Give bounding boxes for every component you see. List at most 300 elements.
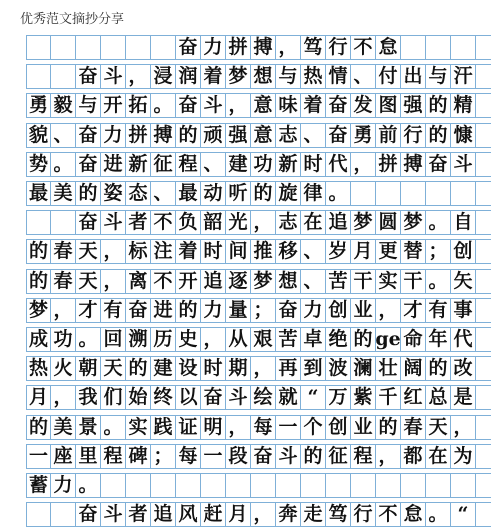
grid-cell: 功 xyxy=(251,153,276,176)
grid-cell xyxy=(101,36,126,59)
grid-cell: 勇 xyxy=(351,124,376,147)
grid-cell: 拼 xyxy=(126,124,151,147)
grid-cell: 的 xyxy=(301,445,326,468)
grid-cell: 、 xyxy=(301,240,326,263)
grid-cell: 奋 xyxy=(426,153,451,176)
grid-cell: 不 xyxy=(351,36,376,59)
grid-cell: 苦 xyxy=(276,328,301,351)
grid-cell: 月 xyxy=(226,503,251,526)
grid-cell: 动 xyxy=(201,182,226,205)
grid-cell xyxy=(351,474,376,497)
grid-cell: 圆 xyxy=(376,211,401,234)
grid-cell: 天 xyxy=(101,357,126,380)
grid-cell: 前 xyxy=(376,124,401,147)
grid-row xyxy=(26,181,491,206)
grid-cell xyxy=(51,211,76,234)
grid-cell xyxy=(351,182,376,205)
grid-cell: 的 xyxy=(126,357,151,380)
grid-cell: 追 xyxy=(201,270,226,293)
grid-cell: 业 xyxy=(351,416,376,439)
grid-cell: 与 xyxy=(76,94,101,117)
grid-cell: 更 xyxy=(376,240,401,263)
grid-cell: 卓 xyxy=(301,328,326,351)
grid-cell: 润 xyxy=(176,65,201,88)
grid-cell: 斗 xyxy=(101,65,126,88)
grid-cell: 离 xyxy=(126,270,151,293)
grid-cell: 的 xyxy=(251,182,276,205)
grid-cell: 移 xyxy=(276,240,301,263)
grid-cell: ； xyxy=(251,299,276,322)
grid-cell xyxy=(51,36,76,59)
grid-cell: 笃 xyxy=(301,36,326,59)
grid-cell: 奋 xyxy=(251,445,276,468)
grid-cell: 年 xyxy=(426,328,451,351)
grid-row xyxy=(26,93,491,118)
grid-cell: 斗 xyxy=(276,445,301,468)
grid-cell xyxy=(426,474,451,497)
grid-cell: 建 xyxy=(226,153,251,176)
grid-cell: 苦 xyxy=(326,270,351,293)
grid-cell xyxy=(76,36,101,59)
page-header: 优秀范文摘抄分享 xyxy=(20,12,125,27)
grid-cell xyxy=(401,474,426,497)
grid-cell: 者 xyxy=(126,211,151,234)
grid-cell: 代 xyxy=(326,153,351,176)
grid-cell: 绝 xyxy=(326,328,351,351)
grid-cell: 。 xyxy=(101,416,126,439)
grid-cell: ， xyxy=(101,270,126,293)
grid-cell: 间 xyxy=(226,240,251,263)
grid-cell: 着 xyxy=(176,240,201,263)
grid-cell: 走 xyxy=(301,503,326,526)
grid-cell: ， xyxy=(226,416,251,439)
grid-cell: 成 xyxy=(26,328,51,351)
grid-cell: 梦 xyxy=(351,211,376,234)
grid-cell: 拼 xyxy=(226,36,251,59)
grid-cell: 征 xyxy=(326,445,351,468)
grid-cell: 汗 xyxy=(451,65,476,88)
grid-cell: 自 xyxy=(451,211,476,234)
grid-row xyxy=(26,35,491,60)
grid-cell: 。 xyxy=(51,153,76,176)
grid-cell: 不 xyxy=(151,211,176,234)
grid-cell: 意 xyxy=(251,94,276,117)
grid-cell: 强 xyxy=(401,94,426,117)
grid-cell: 为 xyxy=(451,445,476,468)
grid-cell xyxy=(26,36,51,59)
grid-cell: ， xyxy=(451,416,476,439)
grid-cell: 业 xyxy=(351,299,376,322)
grid-cell: 明 xyxy=(201,416,226,439)
grid-cell: 貌 xyxy=(26,124,51,147)
grid-cell: 艰 xyxy=(251,328,276,351)
grid-cell: 。 xyxy=(76,328,101,351)
grid-cell: 一 xyxy=(201,445,226,468)
grid-cell xyxy=(151,36,176,59)
grid-row xyxy=(26,415,491,440)
grid-cell: 精 xyxy=(451,94,476,117)
grid-cell: 斗 xyxy=(226,386,251,409)
grid-cell: 不 xyxy=(376,503,401,526)
grid-cell: 行 xyxy=(326,36,351,59)
grid-cell: 者 xyxy=(126,503,151,526)
grid-cell: 律 xyxy=(301,182,326,205)
grid-cell: 。 xyxy=(76,474,101,497)
grid-row xyxy=(26,502,491,527)
grid-row xyxy=(26,123,491,148)
grid-cell xyxy=(401,36,426,59)
grid-cell: 笃 xyxy=(326,503,351,526)
grid-cell xyxy=(376,474,401,497)
grid-cell: 段 xyxy=(226,445,251,468)
grid-cell: 一 xyxy=(276,416,301,439)
grid-cell: 着 xyxy=(201,65,226,88)
grid-cell: 创 xyxy=(326,299,351,322)
grid-cell: 志 xyxy=(276,124,301,147)
grid-cell: ； xyxy=(426,240,451,263)
grid-cell: 韶 xyxy=(201,211,226,234)
grid-cell: 进 xyxy=(151,299,176,322)
grid-cell: 证 xyxy=(176,416,201,439)
grid-cell: 姿 xyxy=(101,182,126,205)
grid-cell xyxy=(51,503,76,526)
grid-cell: 事 xyxy=(451,299,476,322)
grid-cell: 毅 xyxy=(51,94,76,117)
grid-cell: 每 xyxy=(251,416,276,439)
grid-cell: 碑 xyxy=(126,445,151,468)
grid-row xyxy=(26,64,491,89)
grid-row xyxy=(26,269,491,294)
grid-cell: 命 xyxy=(401,328,426,351)
grid-cell: 征 xyxy=(151,153,176,176)
grid-cell: 红 xyxy=(401,386,426,409)
grid-cell: 开 xyxy=(176,270,201,293)
grid-cell: 力 xyxy=(201,36,226,59)
grid-cell: 历 xyxy=(151,328,176,351)
grid-cell: 拓 xyxy=(126,94,151,117)
grid-cell: ， xyxy=(51,299,76,322)
grid-cell: 付 xyxy=(376,65,401,88)
grid-cell xyxy=(326,474,351,497)
grid-cell: 图 xyxy=(376,94,401,117)
grid-cell: 与 xyxy=(426,65,451,88)
grid-cell: 千 xyxy=(376,386,401,409)
grid-cell: 每 xyxy=(176,445,201,468)
grid-cell: 程 xyxy=(176,153,201,176)
grid-cell: 实 xyxy=(376,270,401,293)
grid-cell: 、 xyxy=(351,65,376,88)
grid-cell: 实 xyxy=(126,416,151,439)
grid-cell: 澜 xyxy=(351,357,376,380)
grid-cell: 奋 xyxy=(176,36,201,59)
grid-cell: ， xyxy=(376,299,401,322)
grid-cell: 终 xyxy=(151,386,176,409)
grid-cell: 风 xyxy=(176,503,201,526)
grid-cell: 、 xyxy=(301,124,326,147)
grid-cell: 改 xyxy=(451,357,476,380)
grid-cell: 追 xyxy=(151,503,176,526)
grid-cell: 听 xyxy=(226,182,251,205)
grid-cell: 不 xyxy=(151,270,176,293)
grid-cell: 的 xyxy=(176,299,201,322)
grid-cell: 力 xyxy=(301,299,326,322)
grid-cell: 行 xyxy=(401,124,426,147)
grid-cell: 的 xyxy=(351,328,376,351)
grid-cell: ， xyxy=(351,153,376,176)
grid-cell xyxy=(401,182,426,205)
grid-cell: 始 xyxy=(126,386,151,409)
grid-cell: 代 xyxy=(451,328,476,351)
grid-cell: 践 xyxy=(151,416,176,439)
grid-cell: 我 xyxy=(76,386,101,409)
grid-cell: 拼 xyxy=(376,153,401,176)
grid-cell: 搏 xyxy=(401,153,426,176)
grid-row xyxy=(26,356,491,381)
grid-cell: 创 xyxy=(451,240,476,263)
grid-cell: 矢 xyxy=(451,270,476,293)
grid-cell: 创 xyxy=(326,416,351,439)
grid-cell: 的 xyxy=(376,416,401,439)
grid-cell: ， xyxy=(251,211,276,234)
grid-cell: 想 xyxy=(251,65,276,88)
grid-cell: 、 xyxy=(301,270,326,293)
grid-cell: 时 xyxy=(201,240,226,263)
grid-cell: 建 xyxy=(151,357,176,380)
grid-cell xyxy=(376,182,401,205)
grid-cell: 期 xyxy=(226,357,251,380)
grid-cell: 干 xyxy=(351,270,376,293)
grid-cell: 量 xyxy=(226,299,251,322)
grid-cell: 标 xyxy=(126,240,151,263)
grid-cell: 奋 xyxy=(326,94,351,117)
grid-cell: ， xyxy=(51,386,76,409)
grid-cell: 景 xyxy=(76,416,101,439)
grid-cell xyxy=(26,503,51,526)
grid-cell: 追 xyxy=(326,211,351,234)
grid-cell: 再 xyxy=(276,357,301,380)
grid-cell: 光 xyxy=(226,211,251,234)
grid-row xyxy=(26,298,491,323)
grid-cell xyxy=(426,36,451,59)
grid-cell: “ xyxy=(301,386,326,409)
grid-cell: 替 xyxy=(401,240,426,263)
grid-cell xyxy=(426,182,451,205)
grid-cell: 搏 xyxy=(151,124,176,147)
grid-cell: 溯 xyxy=(126,328,151,351)
grid-cell: 美 xyxy=(51,416,76,439)
grid-cell: 奋 xyxy=(176,94,201,117)
grid-cell xyxy=(26,65,51,88)
grid-cell: 火 xyxy=(51,357,76,380)
writing-grid xyxy=(26,35,491,532)
grid-cell: 的 xyxy=(26,270,51,293)
grid-cell: 梦 xyxy=(251,270,276,293)
grid-row xyxy=(26,444,491,469)
grid-cell: 力 xyxy=(201,299,226,322)
grid-cell: 行 xyxy=(351,503,376,526)
grid-cell: ge xyxy=(375,328,401,350)
grid-cell: 注 xyxy=(151,240,176,263)
grid-cell: 的 xyxy=(76,182,101,205)
grid-cell: 开 xyxy=(101,94,126,117)
grid-cell: 、 xyxy=(201,153,226,176)
grid-cell: 里 xyxy=(76,445,101,468)
grid-cell: 时 xyxy=(201,357,226,380)
grid-cell: 奋 xyxy=(201,386,226,409)
grid-cell: 个 xyxy=(301,416,326,439)
grid-cell: 紫 xyxy=(351,386,376,409)
grid-cell: 绘 xyxy=(251,386,276,409)
grid-cell: 史 xyxy=(176,328,201,351)
grid-cell: 志 xyxy=(276,211,301,234)
grid-cell: 万 xyxy=(326,386,351,409)
grid-cell: 。 xyxy=(426,270,451,293)
grid-cell: 。 xyxy=(426,211,451,234)
grid-cell xyxy=(226,474,251,497)
grid-cell: 。 xyxy=(151,94,176,117)
grid-cell: “ xyxy=(451,503,476,526)
grid-cell: 态 xyxy=(126,182,151,205)
grid-cell xyxy=(101,474,126,497)
grid-cell: 一 xyxy=(26,445,51,468)
grid-cell: 奔 xyxy=(276,503,301,526)
grid-cell: 斗 xyxy=(451,153,476,176)
grid-cell: 春 xyxy=(51,240,76,263)
grid-cell: 壮 xyxy=(376,357,401,380)
grid-cell: 出 xyxy=(401,65,426,88)
grid-cell xyxy=(176,474,201,497)
grid-cell: 就 xyxy=(276,386,301,409)
grid-cell: ； xyxy=(151,445,176,468)
grid-cell: 、 xyxy=(51,124,76,147)
grid-cell: 岁 xyxy=(326,240,351,263)
grid-cell: 从 xyxy=(226,328,251,351)
grid-cell: 到 xyxy=(301,357,326,380)
grid-cell: ， xyxy=(276,36,301,59)
grid-cell: 梦 xyxy=(226,65,251,88)
grid-cell xyxy=(301,474,326,497)
grid-cell: 奋 xyxy=(76,153,101,176)
grid-cell: 的 xyxy=(426,357,451,380)
grid-cell: ， xyxy=(251,503,276,526)
grid-cell: 慷 xyxy=(451,124,476,147)
grid-row xyxy=(26,327,491,352)
grid-cell: 味 xyxy=(276,94,301,117)
grid-cell: 新 xyxy=(126,153,151,176)
grid-cell: 奋 xyxy=(76,211,101,234)
grid-cell: 阔 xyxy=(401,357,426,380)
grid-cell: ， xyxy=(201,328,226,351)
grid-cell: 在 xyxy=(426,445,451,468)
grid-cell: 奋 xyxy=(126,299,151,322)
grid-cell: 。 xyxy=(426,503,451,526)
grid-cell xyxy=(151,474,176,497)
grid-cell xyxy=(201,474,226,497)
grid-cell: 月 xyxy=(351,240,376,263)
grid-cell: 热 xyxy=(26,357,51,380)
grid-cell: 意 xyxy=(251,124,276,147)
grid-cell: 梦 xyxy=(26,299,51,322)
grid-cell: 奋 xyxy=(326,124,351,147)
grid-cell: 时 xyxy=(301,153,326,176)
grid-cell: 旋 xyxy=(276,182,301,205)
grid-cell: 的 xyxy=(176,124,201,147)
grid-cell: 座 xyxy=(51,445,76,468)
grid-row xyxy=(26,210,491,235)
grid-cell: 与 xyxy=(276,65,301,88)
grid-cell: 热 xyxy=(301,65,326,88)
grid-cell: 、 xyxy=(151,182,176,205)
grid-cell xyxy=(251,474,276,497)
grid-cell: 推 xyxy=(251,240,276,263)
grid-cell: 才 xyxy=(401,299,426,322)
grid-cell: 奋 xyxy=(76,65,101,88)
grid-cell xyxy=(126,36,151,59)
grid-cell: 浸 xyxy=(151,65,176,88)
grid-cell: 的 xyxy=(426,124,451,147)
grid-cell: 梦 xyxy=(401,211,426,234)
grid-cell: 奋 xyxy=(76,124,101,147)
grid-cell: ， xyxy=(101,240,126,263)
grid-cell: 怠 xyxy=(401,503,426,526)
grid-cell: 新 xyxy=(276,153,301,176)
grid-cell: 力 xyxy=(51,474,76,497)
grid-cell xyxy=(451,36,476,59)
grid-cell: 干 xyxy=(401,270,426,293)
grid-cell xyxy=(51,65,76,88)
grid-cell: 着 xyxy=(301,94,326,117)
grid-cell: 蓄 xyxy=(26,474,51,497)
grid-cell: ， xyxy=(226,94,251,117)
grid-cell: 的 xyxy=(26,240,51,263)
grid-cell: 斗 xyxy=(201,94,226,117)
grid-cell: 春 xyxy=(51,270,76,293)
grid-cell: 奋 xyxy=(76,503,101,526)
grid-cell: 波 xyxy=(326,357,351,380)
grid-cell: 搏 xyxy=(251,36,276,59)
grid-cell: ， xyxy=(376,445,401,468)
grid-cell: 情 xyxy=(326,65,351,88)
grid-cell: 有 xyxy=(101,299,126,322)
grid-cell: 朝 xyxy=(76,357,101,380)
grid-cell: 以 xyxy=(176,386,201,409)
grid-cell xyxy=(26,211,51,234)
grid-cell: 春 xyxy=(401,416,426,439)
grid-cell: 势 xyxy=(26,153,51,176)
grid-cell: 斗 xyxy=(101,503,126,526)
grid-cell: 力 xyxy=(101,124,126,147)
grid-cell: 怠 xyxy=(376,36,401,59)
grid-cell: 天 xyxy=(76,240,101,263)
grid-cell: 们 xyxy=(101,386,126,409)
grid-cell xyxy=(451,474,476,497)
grid-cell: 程 xyxy=(101,445,126,468)
grid-cell: 回 xyxy=(101,328,126,351)
grid-cell: 设 xyxy=(176,357,201,380)
grid-cell: ， xyxy=(251,357,276,380)
grid-cell: 是 xyxy=(451,386,476,409)
grid-cell: 月 xyxy=(26,386,51,409)
grid-row xyxy=(26,152,491,177)
grid-cell: 才 xyxy=(76,299,101,322)
grid-row xyxy=(26,239,491,264)
grid-cell: 勇 xyxy=(26,94,51,117)
grid-cell: 的 xyxy=(426,94,451,117)
grid-row xyxy=(26,473,491,498)
grid-cell: 总 xyxy=(426,386,451,409)
grid-cell: 功 xyxy=(51,328,76,351)
grid-cell: 想 xyxy=(276,270,301,293)
